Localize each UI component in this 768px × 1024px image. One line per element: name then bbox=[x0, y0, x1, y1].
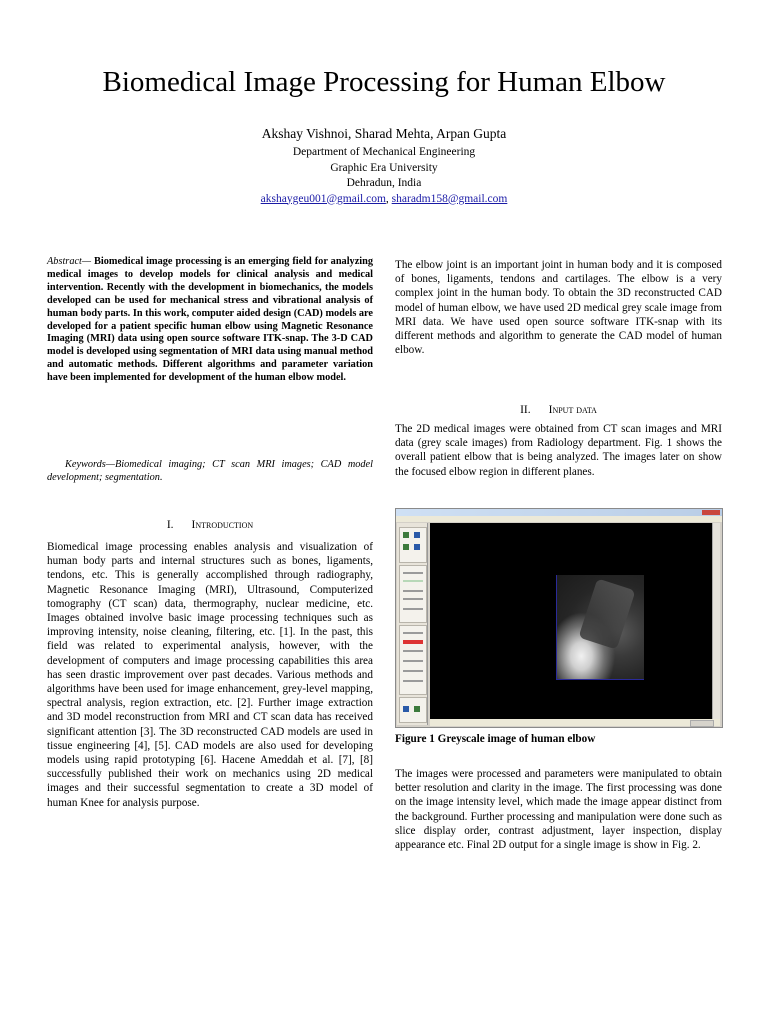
option-row bbox=[403, 650, 423, 652]
tool-icon bbox=[414, 706, 420, 712]
image-viewport bbox=[430, 523, 712, 719]
option-row bbox=[403, 632, 423, 634]
email-line bbox=[0, 192, 768, 208]
option-row bbox=[403, 608, 423, 610]
segmentation-options-panel bbox=[399, 625, 427, 695]
email-link-2[interactable]: sharadm158@gmail.com bbox=[391, 192, 508, 205]
option-row bbox=[403, 580, 423, 582]
option-row bbox=[403, 660, 423, 662]
section-title: Introduction bbox=[191, 519, 254, 531]
viewport-scrollbar bbox=[712, 523, 720, 719]
university: Graphic Era University bbox=[330, 161, 438, 174]
tool-icon bbox=[414, 544, 420, 550]
figure-window-toolbox bbox=[397, 523, 428, 725]
tool-options-panel bbox=[399, 565, 427, 623]
email-separator: , bbox=[385, 192, 389, 205]
input-data-paragraph: The 2D medical images were obtained from CT scan images and MRI data (grey scale images) from Radiology department. Fig. 1 shows the overall patient elbow that is being analyzed. The images later on show the focused elbow region in different planes. bbox=[395, 423, 722, 478]
keywords: Keywords—Biomedical imaging; CT scan MRI images; CAD model development; segmentation. bbox=[47, 459, 373, 483]
section-number: II. bbox=[520, 404, 531, 416]
abstract-label: Abstract— bbox=[47, 256, 92, 267]
option-row bbox=[403, 598, 423, 600]
tool-icon bbox=[403, 706, 409, 712]
elbow-joint-paragraph: The elbow joint is an important joint in human body and it is composed of bones, ligaments, tendons and cartilages. The elbow is a very complex joint in the human body. To obtain the 3D reconstructed CAD model of human elbow, we have used 2D medical grey scale image from MRI data. We have used open source software ITK-snap with its different methods and algorithm to generate the CAD model of human elbow. bbox=[395, 259, 722, 357]
tool-icon bbox=[414, 532, 420, 538]
section-title: Input data bbox=[548, 404, 597, 416]
toolbox-panel bbox=[399, 527, 427, 563]
abstract-body: Biomedical image processing is an emerging field for analyzing medical images to develop models for clinical analysis and medical intervention. Recently with the development in biomechanics, the models developed can be used for mechanical stress and vibrational analysis of human body parts. In this work, computer aided design (CAD) models are developed for a patient specific human elbow using Magnetic Resonance Imaging (MRI) data using open source software ITK-snap. The 3-D CAD model is developed using segmentation of MRI data using manual method and automatic methods. Different algorithms and parameter variation have been implemented for development of the human elbow model. bbox=[47, 256, 374, 384]
author-list: Akshay Vishnoi, Sharad Mehta, Arpan Gupta bbox=[261, 126, 507, 141]
option-row bbox=[403, 590, 423, 592]
3d-toolbox-panel bbox=[399, 697, 427, 723]
section-number: I. bbox=[166, 519, 174, 531]
figure-window-statusbar bbox=[430, 719, 720, 726]
affiliation bbox=[0, 145, 768, 207]
bone-shadow bbox=[578, 578, 635, 649]
section-heading-introduction bbox=[47, 519, 373, 531]
location: Dehradun, India bbox=[346, 177, 422, 189]
figure-window-titlebar bbox=[396, 509, 722, 516]
window-controls-icon bbox=[702, 510, 720, 515]
processing-paragraph: The images were processed and parameters were manipulated to obtain better resolution and clarity in the image. The first processing was done on the image intensity level, which made the image appear distinct from the background. Further processing and manipulation were done such as slice display order, contrast adjustment, layer inspection, display appearance etc. Final 2D output for a single image is show in Fig. 2. bbox=[395, 768, 722, 852]
email-link-1[interactable]: akshaygeu001@gmail.com bbox=[260, 192, 386, 205]
introduction-paragraph: Biomedical image processing enables analysis and visualization of human body parts and internal structures such as bones, ligaments, tendons, etc. This is generally accomplished through radiography, Magnetic Resonance Imaging (MRI), Ultrasound, Computerized tomography (CT scan) data, thermography, nuclear medicine, etc. Images obtained involve basic image processing techniques such as improving intensity, noise cleaning, filtering, etc. [1]. In the past, this field was related to experimental analysis, however, with the development of computers and image processing capabilities this area has seen drastic improvement over past decades. Various methods and algorithms have been used for image enhancement, grey-level mapping, spectral analysis, region extraction, etc. [2]. Further image extraction and 3D model reconstruction from MRI and CT scan data has received significant attention [3]. The 3D reconstructed CAD models are used in tissue engineering [4], [5]. CAD models are also used for developing models using rapid prototyping [6]. Hacene Ameddah et al. [7], [8] successfully published their work on mechanics using 2D medical images and their successful segmentation to create a 3D model of human Knee for analysis purpose. bbox=[47, 541, 373, 809]
elbow-scan-image bbox=[556, 575, 644, 680]
option-row bbox=[403, 680, 423, 682]
section-heading-input-data bbox=[395, 404, 722, 416]
figure-window-menubar bbox=[396, 516, 722, 522]
option-row bbox=[403, 670, 423, 672]
tool-icon bbox=[403, 544, 409, 550]
abstract bbox=[47, 256, 373, 385]
status-button bbox=[690, 720, 714, 727]
tool-icon bbox=[403, 532, 409, 538]
figure-1-image bbox=[395, 508, 723, 728]
figure-1-caption: Figure 1 Greyscale image of human elbow bbox=[395, 733, 596, 745]
paper-title: Biomedical Image Processing for Human Elbow bbox=[102, 66, 666, 98]
label-selector bbox=[403, 640, 423, 644]
department: Department of Mechanical Engineering bbox=[292, 146, 476, 158]
option-row bbox=[403, 572, 423, 574]
